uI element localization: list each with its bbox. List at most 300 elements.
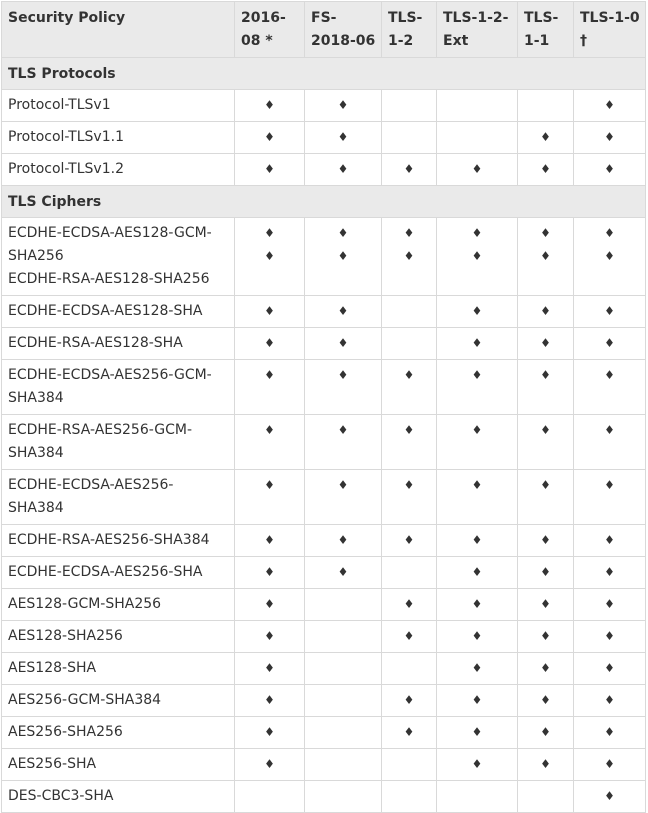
empty-marker [382, 753, 436, 776]
support-cell [518, 557, 574, 589]
support-cell [574, 90, 646, 122]
policy-name-cell [2, 360, 235, 415]
diamond-icon: ♦ [403, 597, 415, 611]
table-row [2, 360, 646, 415]
security-policy-table [1, 1, 646, 813]
support-cell [382, 621, 437, 653]
support-cell [574, 296, 646, 328]
diamond-icon: ♦ [337, 130, 349, 144]
supported-marker [235, 529, 304, 552]
diamond-icon: ♦ [264, 693, 275, 707]
supported-marker [382, 689, 436, 712]
support-cell [437, 653, 518, 685]
diamond-icon: ♦ [540, 336, 551, 350]
table-row [2, 717, 646, 749]
diamond-icon: ♦ [540, 757, 551, 771]
support-cell [574, 360, 646, 415]
supported-marker [235, 625, 304, 648]
header-row [2, 2, 646, 58]
supported-marker [518, 721, 573, 744]
table-row [2, 653, 646, 685]
supported-marker [518, 364, 573, 387]
empty-marker [382, 785, 436, 808]
support-cell [305, 296, 382, 328]
diamond-icon: ♦ [403, 368, 415, 382]
supported-marker [382, 245, 436, 268]
supported-marker [235, 753, 304, 776]
empty-marker [382, 126, 436, 149]
table-row [2, 218, 646, 296]
supported-marker [574, 245, 645, 268]
supported-marker [574, 689, 645, 712]
supported-marker [574, 332, 645, 355]
support-cell [518, 218, 574, 296]
supported-marker [574, 529, 645, 552]
support-cell [574, 328, 646, 360]
supported-marker [574, 625, 645, 648]
column-header-security-policy: Security Policy [2, 2, 235, 58]
support-cell [235, 653, 305, 685]
empty-marker [437, 785, 517, 808]
diamond-icon: ♦ [471, 249, 483, 263]
diamond-icon: ♦ [403, 533, 415, 547]
support-cell [518, 653, 574, 685]
support-cell [235, 296, 305, 328]
supported-marker [574, 158, 645, 181]
supported-marker [437, 721, 517, 744]
support-cell [382, 781, 437, 813]
supported-marker [305, 222, 381, 245]
diamond-icon: ♦ [540, 533, 551, 547]
empty-marker [305, 625, 381, 648]
supported-marker [518, 625, 573, 648]
support-cell [235, 154, 305, 186]
support-cell [574, 685, 646, 717]
support-cell [235, 470, 305, 525]
supported-marker [518, 126, 573, 149]
support-cell [305, 218, 382, 296]
support-cell [382, 589, 437, 621]
diamond-icon: ♦ [264, 368, 275, 382]
support-cell [518, 717, 574, 749]
support-cell [382, 154, 437, 186]
diamond-icon: ♦ [264, 423, 275, 437]
supported-marker [518, 419, 573, 442]
diamond-icon: ♦ [471, 757, 483, 771]
support-cell [518, 685, 574, 717]
supported-marker [235, 419, 304, 442]
supported-marker [235, 94, 304, 117]
section-header-row [2, 58, 646, 90]
diamond-icon: ♦ [540, 249, 551, 263]
policy-name-cell [2, 328, 235, 360]
diamond-icon: ♦ [604, 130, 615, 144]
support-cell [437, 525, 518, 557]
supported-marker [574, 364, 645, 387]
support-cell [305, 328, 382, 360]
empty-marker [305, 721, 381, 744]
empty-marker [518, 94, 573, 117]
supported-marker [235, 474, 304, 497]
supported-marker [574, 222, 645, 245]
diamond-icon: ♦ [540, 565, 551, 579]
support-cell [437, 296, 518, 328]
diamond-icon: ♦ [264, 757, 275, 771]
policy-name-cell [2, 296, 235, 328]
empty-marker [382, 94, 436, 117]
supported-marker [518, 222, 573, 245]
supported-marker [235, 222, 304, 245]
support-cell [518, 621, 574, 653]
diamond-icon: ♦ [604, 478, 615, 492]
diamond-icon: ♦ [337, 249, 349, 263]
empty-marker [235, 785, 304, 808]
supported-marker [437, 332, 517, 355]
diamond-icon: ♦ [471, 423, 483, 437]
cipher-name: ECDHE-RSA-AES256-SHA384 [8, 532, 210, 548]
supported-marker [235, 364, 304, 387]
diamond-icon: ♦ [403, 226, 415, 240]
support-cell [382, 685, 437, 717]
diamond-icon: ♦ [604, 565, 615, 579]
cipher-name: DES-CBC3-SHA [8, 788, 114, 804]
supported-marker [437, 364, 517, 387]
diamond-icon: ♦ [471, 693, 483, 707]
policy-name-cell [2, 90, 235, 122]
diamond-icon: ♦ [604, 693, 615, 707]
section-title: TLS Protocols [2, 58, 646, 90]
diamond-icon: ♦ [264, 336, 275, 350]
policy-name-cell [2, 557, 235, 589]
diamond-icon: ♦ [471, 162, 483, 176]
support-cell [235, 621, 305, 653]
supported-marker [305, 94, 381, 117]
supported-marker [305, 245, 381, 268]
support-cell [518, 296, 574, 328]
diamond-icon: ♦ [540, 226, 551, 240]
supported-marker [437, 474, 517, 497]
diamond-icon: ♦ [471, 725, 483, 739]
support-cell [305, 781, 382, 813]
support-cell [235, 717, 305, 749]
support-cell [305, 154, 382, 186]
table-row [2, 90, 646, 122]
support-cell [437, 154, 518, 186]
policy-name-cell [2, 218, 235, 296]
supported-marker [305, 126, 381, 149]
policy-name-cell [2, 415, 235, 470]
section-header-row [2, 186, 646, 218]
support-cell [574, 415, 646, 470]
table-row [2, 415, 646, 470]
empty-marker [437, 94, 517, 117]
support-cell [518, 589, 574, 621]
column-header: 2016-08 * [235, 2, 305, 58]
supported-marker [305, 474, 381, 497]
empty-marker [305, 785, 381, 808]
supported-marker [382, 529, 436, 552]
diamond-icon: ♦ [540, 725, 551, 739]
diamond-icon: ♦ [604, 725, 615, 739]
cipher-name: Protocol-TLSv1 [8, 97, 111, 113]
support-cell [235, 749, 305, 781]
cipher-name: AES128-GCM-SHA256 [8, 596, 162, 612]
supported-marker [235, 332, 304, 355]
support-cell [382, 653, 437, 685]
support-cell [382, 470, 437, 525]
supported-marker [518, 529, 573, 552]
support-cell [437, 122, 518, 154]
supported-marker [518, 158, 573, 181]
table-row [2, 589, 646, 621]
diamond-icon: ♦ [471, 565, 483, 579]
supported-marker [305, 419, 381, 442]
policy-name-cell [2, 470, 235, 525]
supported-marker [437, 245, 517, 268]
support-cell [382, 218, 437, 296]
cipher-name: ECDHE-ECDSA-AES256-SHA [8, 564, 203, 580]
support-cell [235, 360, 305, 415]
column-header: TLS-1-2 [382, 2, 437, 58]
policy-name-cell [2, 589, 235, 621]
supported-marker [574, 721, 645, 744]
supported-marker [382, 222, 436, 245]
diamond-icon: ♦ [337, 565, 349, 579]
column-header: TLS-1-0 † [574, 2, 646, 58]
diamond-icon: ♦ [471, 368, 483, 382]
diamond-icon: ♦ [337, 304, 349, 318]
policy-name-cell [2, 154, 235, 186]
supported-marker [437, 222, 517, 245]
policy-name-cell [2, 685, 235, 717]
support-cell [574, 525, 646, 557]
support-cell [382, 717, 437, 749]
policy-name-cell [2, 749, 235, 781]
supported-marker [305, 529, 381, 552]
support-cell [305, 90, 382, 122]
support-cell [437, 360, 518, 415]
cipher-name: AES256-SHA256 [8, 724, 123, 740]
table-row [2, 525, 646, 557]
support-cell [437, 749, 518, 781]
supported-marker [305, 561, 381, 584]
diamond-icon: ♦ [604, 226, 615, 240]
diamond-icon: ♦ [471, 336, 483, 350]
supported-marker [437, 657, 517, 680]
supported-marker [574, 94, 645, 117]
support-cell [235, 589, 305, 621]
policy-name-cell [2, 781, 235, 813]
cipher-name: AES128-SHA256 [8, 628, 123, 644]
supported-marker [518, 657, 573, 680]
policy-name-cell [2, 653, 235, 685]
table-row [2, 621, 646, 653]
policy-name-cell [2, 122, 235, 154]
diamond-icon: ♦ [471, 597, 483, 611]
supported-marker [518, 593, 573, 616]
support-cell [518, 360, 574, 415]
empty-marker [305, 753, 381, 776]
cipher-name: AES128-SHA [8, 660, 97, 676]
supported-marker [437, 625, 517, 648]
supported-marker [518, 753, 573, 776]
supported-marker [382, 593, 436, 616]
support-cell [518, 122, 574, 154]
support-cell [235, 685, 305, 717]
support-cell [305, 685, 382, 717]
diamond-icon: ♦ [264, 533, 275, 547]
support-cell [437, 589, 518, 621]
support-cell [382, 749, 437, 781]
diamond-icon: ♦ [264, 629, 275, 643]
support-cell [437, 557, 518, 589]
supported-marker [382, 419, 436, 442]
diamond-icon: ♦ [264, 304, 275, 318]
diamond-icon: ♦ [403, 629, 415, 643]
table-row [2, 122, 646, 154]
supported-marker [235, 126, 304, 149]
table-row [2, 154, 646, 186]
supported-marker [574, 474, 645, 497]
support-cell [518, 415, 574, 470]
supported-marker [574, 753, 645, 776]
supported-marker [574, 300, 645, 323]
support-cell [382, 90, 437, 122]
table-body [2, 58, 646, 813]
support-cell [382, 122, 437, 154]
supported-marker [235, 300, 304, 323]
diamond-icon: ♦ [403, 423, 415, 437]
supported-marker [305, 300, 381, 323]
support-cell [305, 525, 382, 557]
supported-marker [574, 785, 645, 808]
supported-marker [574, 593, 645, 616]
supported-marker [235, 561, 304, 584]
support-cell [305, 653, 382, 685]
support-cell [518, 328, 574, 360]
support-cell [382, 360, 437, 415]
diamond-icon: ♦ [403, 478, 415, 492]
diamond-icon: ♦ [264, 162, 275, 176]
table-row [2, 749, 646, 781]
empty-marker [305, 657, 381, 680]
support-cell [574, 781, 646, 813]
supported-marker [574, 126, 645, 149]
diamond-icon: ♦ [471, 478, 483, 492]
support-cell [518, 525, 574, 557]
support-cell [437, 621, 518, 653]
supported-marker [518, 689, 573, 712]
support-cell [574, 122, 646, 154]
diamond-icon: ♦ [540, 629, 551, 643]
supported-marker [235, 245, 304, 268]
support-cell [437, 90, 518, 122]
cipher-name: ECDHE-RSA-AES128-SHA256 [8, 271, 210, 287]
column-header: TLS-1-1 [518, 2, 574, 58]
support-cell [305, 415, 382, 470]
diamond-icon: ♦ [604, 423, 615, 437]
table-row [2, 557, 646, 589]
diamond-icon: ♦ [604, 368, 615, 382]
empty-marker [305, 689, 381, 712]
empty-marker [437, 126, 517, 149]
supported-marker [437, 419, 517, 442]
table-row [2, 296, 646, 328]
supported-marker [518, 474, 573, 497]
support-cell [382, 557, 437, 589]
diamond-icon: ♦ [471, 629, 483, 643]
diamond-icon: ♦ [604, 304, 615, 318]
supported-marker [235, 158, 304, 181]
cipher-name: Protocol-TLSv1.1 [8, 129, 124, 145]
support-cell [382, 328, 437, 360]
supported-marker [437, 689, 517, 712]
diamond-icon: ♦ [337, 368, 349, 382]
supported-marker [305, 332, 381, 355]
cipher-name: ECDHE-ECDSA-AES128-GCM-SHA256 [8, 225, 212, 264]
support-cell [437, 717, 518, 749]
supported-marker [235, 593, 304, 616]
support-cell [518, 470, 574, 525]
diamond-icon: ♦ [264, 478, 275, 492]
policy-name-cell [2, 717, 235, 749]
supported-marker [574, 657, 645, 680]
cipher-name: ECDHE-ECDSA-AES256-GCM-SHA384 [8, 367, 212, 406]
policy-name-cell [2, 525, 235, 557]
support-cell [574, 218, 646, 296]
cipher-name: ECDHE-RSA-AES128-SHA [8, 335, 183, 351]
empty-marker [382, 300, 436, 323]
support-cell [574, 717, 646, 749]
support-cell [305, 470, 382, 525]
support-cell [305, 589, 382, 621]
support-cell [305, 557, 382, 589]
support-cell [235, 122, 305, 154]
supported-marker [518, 332, 573, 355]
support-cell [382, 415, 437, 470]
support-cell [437, 781, 518, 813]
diamond-icon: ♦ [471, 661, 483, 675]
diamond-icon: ♦ [264, 226, 275, 240]
support-cell [574, 589, 646, 621]
support-cell [382, 296, 437, 328]
support-cell [518, 781, 574, 813]
diamond-icon: ♦ [337, 98, 349, 112]
diamond-icon: ♦ [403, 725, 415, 739]
support-cell [305, 360, 382, 415]
column-header: FS-2018-06 [305, 2, 382, 58]
diamond-icon: ♦ [540, 368, 551, 382]
support-cell [518, 154, 574, 186]
policy-name-cell [2, 621, 235, 653]
table-row [2, 781, 646, 813]
supported-marker [437, 593, 517, 616]
diamond-icon: ♦ [540, 304, 551, 318]
support-cell [235, 218, 305, 296]
supported-marker [382, 625, 436, 648]
supported-marker [518, 300, 573, 323]
diamond-icon: ♦ [337, 336, 349, 350]
diamond-icon: ♦ [540, 130, 551, 144]
cipher-name: AES256-SHA [8, 756, 97, 772]
supported-marker [382, 364, 436, 387]
column-header: TLS-1-2-Ext [437, 2, 518, 58]
diamond-icon: ♦ [264, 249, 275, 263]
support-cell [437, 685, 518, 717]
diamond-icon: ♦ [540, 478, 551, 492]
diamond-icon: ♦ [604, 98, 615, 112]
support-cell [437, 415, 518, 470]
